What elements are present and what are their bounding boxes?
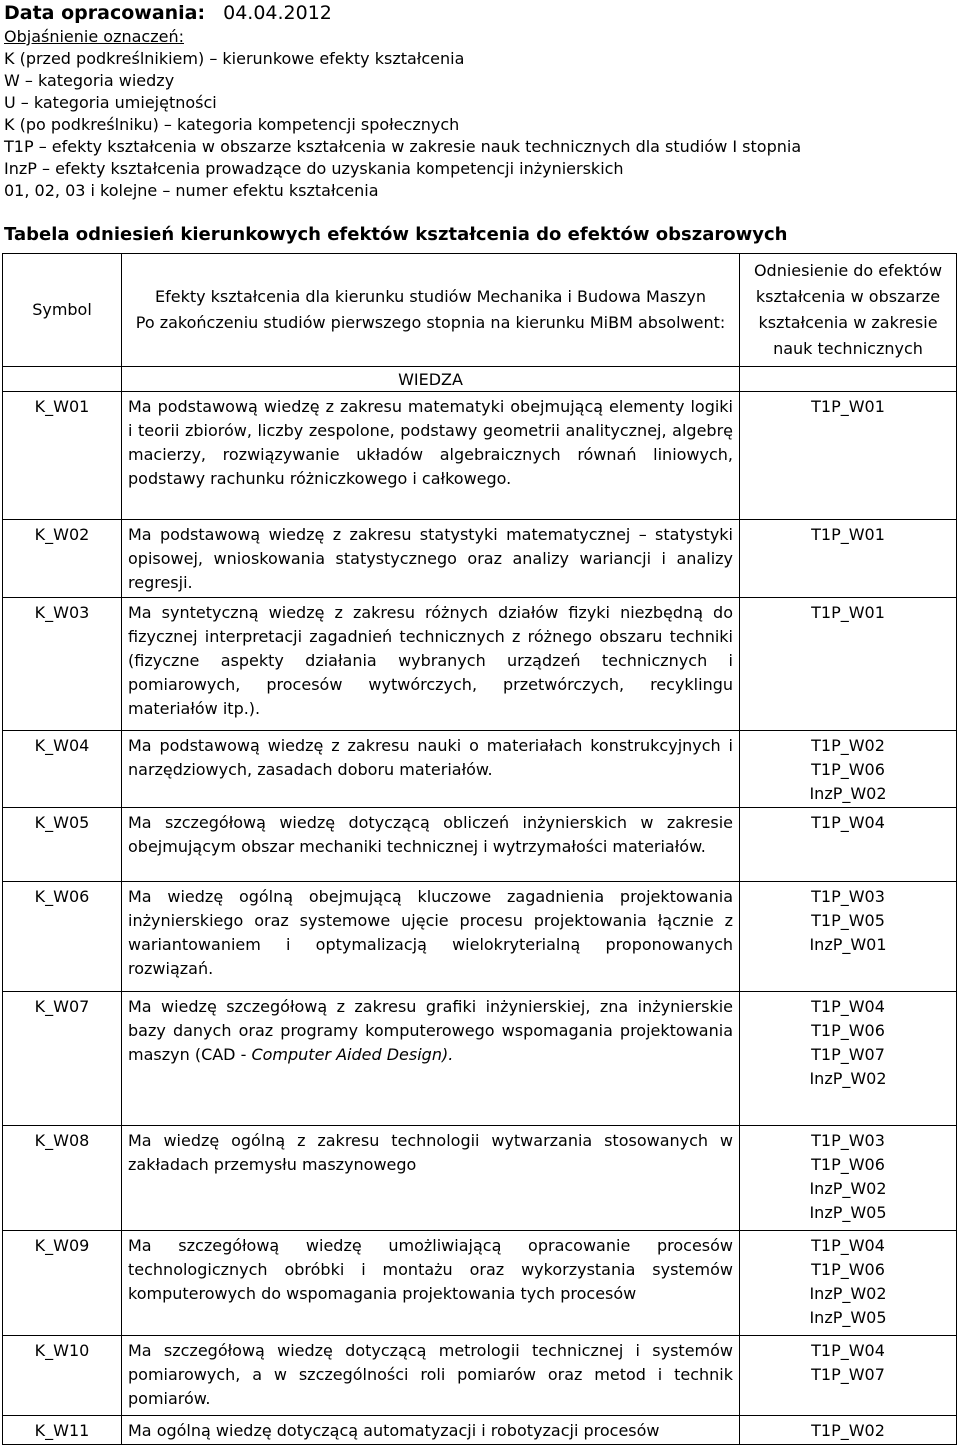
row-symbol: K_W07 [3,992,122,1126]
reference-code: InzP_W02 [809,784,887,803]
reference-code: T1P_W02 [811,736,885,755]
row-symbol: K_W01 [3,392,122,520]
row-symbol: K_W06 [3,882,122,992]
row-references [740,598,957,731]
section-row [3,367,957,392]
reference-code: T1P_W01 [811,397,885,416]
reference-code: InzP_W02 [809,1179,887,1198]
table-row [3,992,957,1126]
row-references [740,520,957,598]
row-references [740,1416,957,1445]
row-description [122,808,740,882]
reference-code: T1P_W02 [811,1421,885,1440]
reference-code: T1P_W06 [811,760,885,779]
table-row [3,520,957,598]
reference-code: T1P_W04 [811,997,885,1016]
row-references [740,1231,957,1336]
row-description [122,520,740,598]
row-description-text: Ma podstawową wiedzę z zakresu matematyki obejmującą elementy logiki i teorii zbiorów, liczby zespolone, podstawy geometrii analitycznej, algebrę macierzy, rozwiązywanie układów algebraicznych równań liniowych, podstawy rachunku różniczkowego i całkowego. [128,397,733,488]
effects-table [2,253,957,1445]
legend-item: W – kategoria wiedzy [4,71,175,90]
reference-code: InzP_W05 [809,1203,887,1222]
row-description [122,1126,740,1231]
row-description [122,992,740,1126]
row-symbol: K_W05 [3,808,122,882]
reference-code: T1P_W06 [811,1155,885,1174]
table-row [3,882,957,992]
legend-item: K (przed podkreślnikiem) – kierunkowe efekty kształcenia [4,49,465,68]
table-row [3,731,957,808]
reference-code: T1P_W04 [811,1236,885,1255]
legend-item: 01, 02, 03 i kolejne – numer efektu kształcenia [4,181,379,200]
row-description-text: Ma wiedzę szczegółową z zakresu grafiki inżynierskiej, zna inżynierskie bazy danych oraz programy komputerowego wspomagania projektowania maszyn (CAD - [128,997,733,1064]
table-row [3,392,957,520]
date-label: Data opracowania: [4,2,206,24]
row-references [740,731,957,808]
date-line [4,1,332,25]
row-description-italic: Computer Aided Design). [251,1045,454,1064]
section-empty-cell [740,367,957,392]
row-symbol: K_W09 [3,1231,122,1336]
table-row [3,1231,957,1336]
row-description-text: Ma podstawową wiedzę z zakresu statystyki matematycznej – statystyki opisowej, wnioskowania statystycznego oraz analizy wariancji i analizy regresji. [128,525,733,592]
row-description [122,1231,740,1336]
reference-code: T1P_W03 [811,887,885,906]
reference-code: InzP_W02 [809,1069,887,1088]
row-description-text: Ma wiedzę ogólną z zakresu technologii wytwarzania stosowanych w zakładach przemysłu maszynowego [128,1131,733,1174]
reference-code: T1P_W01 [811,603,885,622]
header-symbol: Symbol [3,254,122,367]
row-description-text: Ma syntetyczną wiedzę z zakresu różnych działów fizyki niezbędną do fizycznej interpretacji zagadnień technicznych z różnego obszaru techniki (fizyczne aspekty działania wybranych urządzeń technicznych i pomiarowych, procesów wytwórczych, przetwórczych, recyklingu materiałów itp.). [128,603,733,718]
section-empty-cell [3,367,122,392]
row-description [122,731,740,808]
table-row [3,598,957,731]
row-description-text: Ma podstawową wiedzę z zakresu nauki o materiałach konstrukcyjnych i narzędziowych, zasadach doboru materiałów. [128,736,733,779]
row-references [740,1126,957,1231]
legend-title: Objaśnienie oznaczeń: [4,27,184,46]
header-description-line2: Po zakończeniu studiów pierwszego stopnia na kierunku MiBM absolwent: [135,313,726,332]
table-row [3,808,957,882]
row-description-text: Ma ogólną wiedzę dotyczącą automatyzacji i robotyzacji procesów [128,1421,660,1440]
table-row [3,1336,957,1416]
row-description-text: Ma szczegółową wiedzę umożliwiającą opracowanie procesów technologicznych obróbki i montażu oraz wykorzystania systemów komputerowych do wspomagania projektowania tych procesów [128,1236,733,1303]
row-references [740,1336,957,1416]
row-references [740,882,957,992]
table-row [3,1126,957,1231]
reference-code: T1P_W06 [811,1021,885,1040]
row-description-text: Ma wiedzę ogólną obejmującą kluczowe zagadnienia projektowania inżynierskiego oraz systemowe ujęcie procesu projektowania łącznie z wariantowaniem i optymalizacją wielokryterialną proponowanych rozwiązań. [128,887,733,978]
legend-item: T1P – efekty kształcenia w obszarze kształcenia w zakresie nauk technicznych dla studiów I stopnia [4,137,802,156]
header-description-line1: Efekty kształcenia dla kierunku studiów Mechanika i Budowa Maszyn [154,287,706,306]
legend-item: U – kategoria umiejętności [4,93,217,112]
row-references [740,992,957,1126]
reference-code: T1P_W04 [811,813,885,832]
date-value: 04.04.2012 [223,2,332,24]
table-title: Tabela odniesień kierunkowych efektów kształcenia do efektów obszarowych [4,224,788,245]
row-description [122,598,740,731]
row-description [122,1336,740,1416]
reference-code: T1P_W07 [811,1365,885,1384]
row-symbol: K_W11 [3,1416,122,1445]
row-symbol: K_W08 [3,1126,122,1231]
header-reference: Odniesienie do efektów kształcenia w obszarze kształcenia w zakresie nauk technicznych [740,254,957,367]
header-description [122,254,740,367]
reference-code: T1P_W05 [811,911,885,930]
row-description [122,882,740,992]
legend-item: K (po podkreślniku) – kategoria kompetencji społecznych [4,115,460,134]
section-title: WIEDZA [122,367,740,392]
row-symbol: K_W10 [3,1336,122,1416]
row-symbol: K_W04 [3,731,122,808]
reference-code: T1P_W06 [811,1260,885,1279]
reference-code: InzP_W05 [809,1308,887,1327]
reference-code: InzP_W01 [809,935,887,954]
row-references [740,808,957,882]
reference-code: T1P_W01 [811,525,885,544]
table-row [3,1416,957,1445]
row-description-text: Ma szczegółową wiedzę dotyczącą metrologii technicznej i systemów pomiarowych, a w szczególności roli pomiarów oraz metod i technik pomiarów. [128,1341,733,1408]
legend-item: InzP – efekty kształcenia prowadzące do uzyskania kompetencji inżynierskich [4,159,624,178]
row-references [740,392,957,520]
reference-code: T1P_W04 [811,1341,885,1360]
table-header-row [3,254,957,367]
row-description [122,392,740,520]
reference-code: T1P_W07 [811,1045,885,1064]
reference-code: InzP_W02 [809,1284,887,1303]
reference-code: T1P_W03 [811,1131,885,1150]
row-description-text: Ma szczegółową wiedzę dotyczącą obliczeń inżynierskich w zakresie obejmującym obszar mechaniki technicznej i wytrzymałości materiałów. [128,813,733,856]
row-symbol: K_W02 [3,520,122,598]
row-description [122,1416,740,1445]
row-symbol: K_W03 [3,598,122,731]
